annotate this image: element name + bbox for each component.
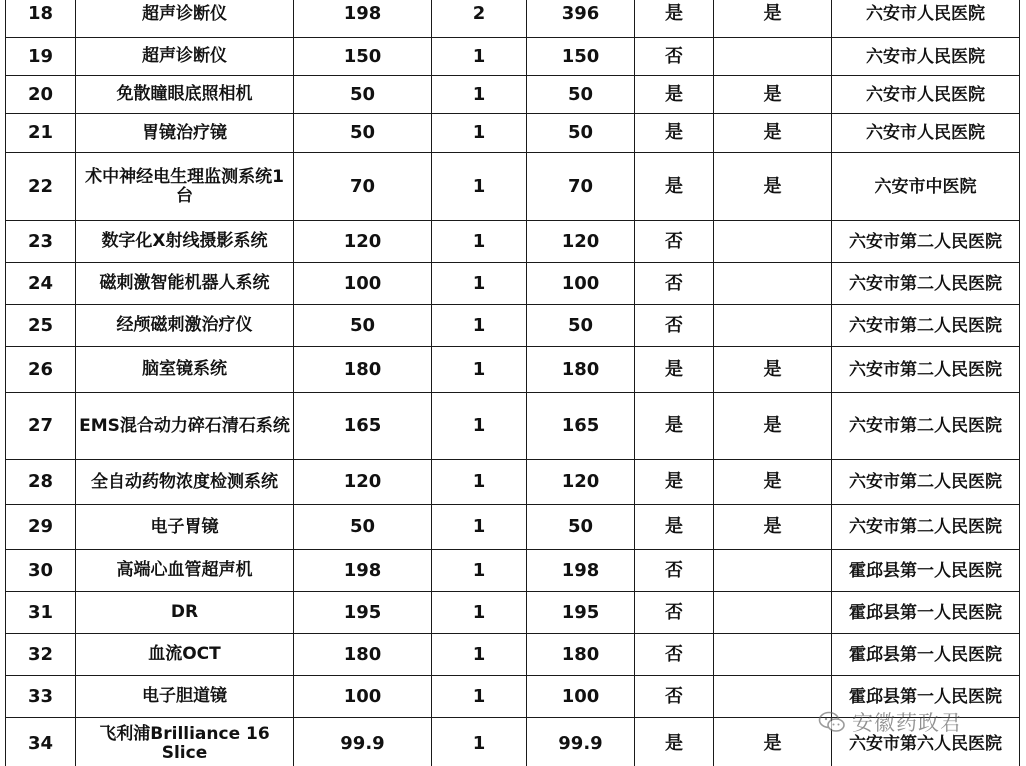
flag-column-2-cell	[714, 221, 832, 263]
flag-column-1-cell: 是	[635, 347, 714, 393]
flag-column-2-cell: 是	[714, 114, 832, 153]
quantity-cell: 1	[432, 76, 527, 114]
table-row	[6, 0, 1020, 38]
row-number-cell: 25	[6, 305, 76, 347]
quantity-cell: 1	[432, 221, 527, 263]
total-amount-cell: 120	[527, 460, 635, 505]
flag-column-2-cell	[714, 263, 832, 305]
total-amount-cell: 99.9	[527, 718, 635, 766]
table-row	[6, 505, 1020, 550]
row-number-cell: 32	[6, 634, 76, 676]
equipment-name-cell: EMS混合动力碎石清石系统	[76, 393, 294, 460]
unit-price-cell: 100	[294, 263, 432, 305]
table-row	[6, 347, 1020, 393]
flag-column-2-cell	[714, 38, 832, 76]
unit-price-cell: 50	[294, 114, 432, 153]
total-amount-cell: 396	[527, 0, 635, 38]
table-row	[6, 393, 1020, 460]
quantity-cell: 1	[432, 153, 527, 221]
flag-column-2-cell: 是	[714, 460, 832, 505]
table-row	[6, 263, 1020, 305]
quantity-cell: 1	[432, 718, 527, 766]
total-amount-cell: 100	[527, 676, 635, 718]
hospital-name-cell: 六安市第二人民医院	[832, 263, 1020, 305]
total-amount-cell: 180	[527, 347, 635, 393]
row-number-cell: 24	[6, 263, 76, 305]
unit-price-cell: 120	[294, 221, 432, 263]
total-amount-cell: 120	[527, 221, 635, 263]
flag-column-2-cell: 是	[714, 393, 832, 460]
equipment-name-cell: 超声诊断仪	[76, 0, 294, 38]
table-row	[6, 153, 1020, 221]
flag-column-1-cell: 否	[635, 38, 714, 76]
unit-price-cell: 50	[294, 76, 432, 114]
flag-column-2-cell	[714, 305, 832, 347]
table-row	[6, 634, 1020, 676]
equipment-name-cell: 术中神经电生理监测系统1台	[76, 153, 294, 221]
watermark-text: 安徽药政君	[852, 711, 962, 735]
flag-column-2-cell: 是	[714, 718, 832, 766]
quantity-cell: 1	[432, 460, 527, 505]
hospital-name-cell: 六安市第二人民医院	[832, 505, 1020, 550]
table-row	[6, 221, 1020, 263]
hospital-name-cell: 六安市人民医院	[832, 76, 1020, 114]
total-amount-cell: 165	[527, 393, 635, 460]
unit-price-cell: 198	[294, 0, 432, 38]
row-number-cell: 23	[6, 221, 76, 263]
flag-column-1-cell: 否	[635, 634, 714, 676]
equipment-name-cell: 血流OCT	[76, 634, 294, 676]
equipment-name-cell: DR	[76, 592, 294, 634]
quantity-cell: 1	[432, 263, 527, 305]
flag-column-2-cell	[714, 676, 832, 718]
unit-price-cell: 70	[294, 153, 432, 221]
flag-column-2-cell: 是	[714, 153, 832, 221]
total-amount-cell: 150	[527, 38, 635, 76]
quantity-cell: 1	[432, 114, 527, 153]
equipment-name-cell: 磁刺激智能机器人系统	[76, 263, 294, 305]
hospital-name-cell: 六安市第六人民医院	[832, 718, 1020, 766]
row-number-cell: 18	[6, 0, 76, 38]
flag-column-2-cell: 是	[714, 347, 832, 393]
unit-price-cell: 165	[294, 393, 432, 460]
table-row	[6, 114, 1020, 153]
flag-column-1-cell: 是	[635, 76, 714, 114]
flag-column-1-cell: 否	[635, 221, 714, 263]
flag-column-1-cell: 否	[635, 592, 714, 634]
row-number-cell: 29	[6, 505, 76, 550]
flag-column-1-cell: 是	[635, 505, 714, 550]
flag-column-1-cell: 是	[635, 0, 714, 38]
table-row	[6, 305, 1020, 347]
hospital-name-cell: 霍邱县第一人民医院	[832, 676, 1020, 718]
row-number-cell: 26	[6, 347, 76, 393]
flag-column-1-cell: 是	[635, 114, 714, 153]
total-amount-cell: 198	[527, 550, 635, 592]
hospital-name-cell: 六安市第二人民医院	[832, 347, 1020, 393]
unit-price-cell: 99.9	[294, 718, 432, 766]
table-row	[6, 460, 1020, 505]
quantity-cell: 1	[432, 393, 527, 460]
quantity-cell: 1	[432, 592, 527, 634]
flag-column-1-cell: 否	[635, 305, 714, 347]
row-number-cell: 31	[6, 592, 76, 634]
unit-price-cell: 100	[294, 676, 432, 718]
total-amount-cell: 195	[527, 592, 635, 634]
flag-column-2-cell	[714, 592, 832, 634]
equipment-name-cell: 电子胆道镜	[76, 676, 294, 718]
flag-column-1-cell: 否	[635, 676, 714, 718]
hospital-name-cell: 六安市人民医院	[832, 114, 1020, 153]
table-row	[6, 592, 1020, 634]
hospital-name-cell: 六安市第二人民医院	[832, 221, 1020, 263]
equipment-name-cell: 脑室镜系统	[76, 347, 294, 393]
hospital-name-cell: 六安市第二人民医院	[832, 393, 1020, 460]
quantity-cell: 1	[432, 505, 527, 550]
hospital-name-cell: 六安市人民医院	[832, 38, 1020, 76]
unit-price-cell: 180	[294, 634, 432, 676]
quantity-cell: 1	[432, 305, 527, 347]
quantity-cell: 1	[432, 38, 527, 76]
total-amount-cell: 100	[527, 263, 635, 305]
watermark	[818, 706, 1018, 738]
table-row	[6, 38, 1020, 76]
unit-price-cell: 195	[294, 592, 432, 634]
equipment-name-cell: 数字化X射线摄影系统	[76, 221, 294, 263]
hospital-name-cell: 六安市第二人民医院	[832, 460, 1020, 505]
equipment-name-cell: 胃镜治疗镜	[76, 114, 294, 153]
row-number-cell: 27	[6, 393, 76, 460]
total-amount-cell: 70	[527, 153, 635, 221]
table-row	[6, 76, 1020, 114]
flag-column-2-cell: 是	[714, 0, 832, 38]
unit-price-cell: 180	[294, 347, 432, 393]
row-number-cell: 21	[6, 114, 76, 153]
total-amount-cell: 50	[527, 305, 635, 347]
hospital-name-cell: 霍邱县第一人民医院	[832, 550, 1020, 592]
quantity-cell: 2	[432, 0, 527, 38]
flag-column-1-cell: 是	[635, 718, 714, 766]
total-amount-cell: 50	[527, 76, 635, 114]
hospital-name-cell: 六安市中医院	[832, 153, 1020, 221]
total-amount-cell: 50	[527, 505, 635, 550]
quantity-cell: 1	[432, 550, 527, 592]
row-number-cell: 20	[6, 76, 76, 114]
equipment-name-cell: 免散瞳眼底照相机	[76, 76, 294, 114]
flag-column-1-cell: 否	[635, 263, 714, 305]
row-number-cell: 22	[6, 153, 76, 221]
row-number-cell: 33	[6, 676, 76, 718]
table-row	[6, 550, 1020, 592]
row-number-cell: 28	[6, 460, 76, 505]
unit-price-cell: 50	[294, 305, 432, 347]
equipment-name-cell: 电子胃镜	[76, 505, 294, 550]
flag-column-2-cell: 是	[714, 76, 832, 114]
equipment-name-cell: 高端心血管超声机	[76, 550, 294, 592]
flag-column-2-cell	[714, 550, 832, 592]
quantity-cell: 1	[432, 347, 527, 393]
equipment-table	[5, 0, 1020, 766]
flag-column-1-cell: 否	[635, 550, 714, 592]
hospital-name-cell: 霍邱县第一人民医院	[832, 634, 1020, 676]
unit-price-cell: 150	[294, 38, 432, 76]
total-amount-cell: 180	[527, 634, 635, 676]
flag-column-1-cell: 是	[635, 460, 714, 505]
hospital-name-cell: 六安市人民医院	[832, 0, 1020, 38]
hospital-name-cell: 霍邱县第一人民医院	[832, 592, 1020, 634]
equipment-name-cell: 全自动药物浓度检测系统	[76, 460, 294, 505]
flag-column-2-cell: 是	[714, 505, 832, 550]
unit-price-cell: 198	[294, 550, 432, 592]
equipment-name-cell: 超声诊断仪	[76, 38, 294, 76]
row-number-cell: 19	[6, 38, 76, 76]
wechat-icon	[818, 711, 846, 733]
flag-column-1-cell: 是	[635, 153, 714, 221]
total-amount-cell: 50	[527, 114, 635, 153]
quantity-cell: 1	[432, 676, 527, 718]
unit-price-cell: 50	[294, 505, 432, 550]
row-number-cell: 30	[6, 550, 76, 592]
flag-column-2-cell	[714, 634, 832, 676]
quantity-cell: 1	[432, 634, 527, 676]
unit-price-cell: 120	[294, 460, 432, 505]
flag-column-1-cell: 是	[635, 393, 714, 460]
hospital-name-cell: 六安市第二人民医院	[832, 305, 1020, 347]
equipment-name-cell: 飞利浦Brilliance 16 Slice	[76, 718, 294, 766]
equipment-name-cell: 经颅磁刺激治疗仪	[76, 305, 294, 347]
row-number-cell: 34	[6, 718, 76, 766]
